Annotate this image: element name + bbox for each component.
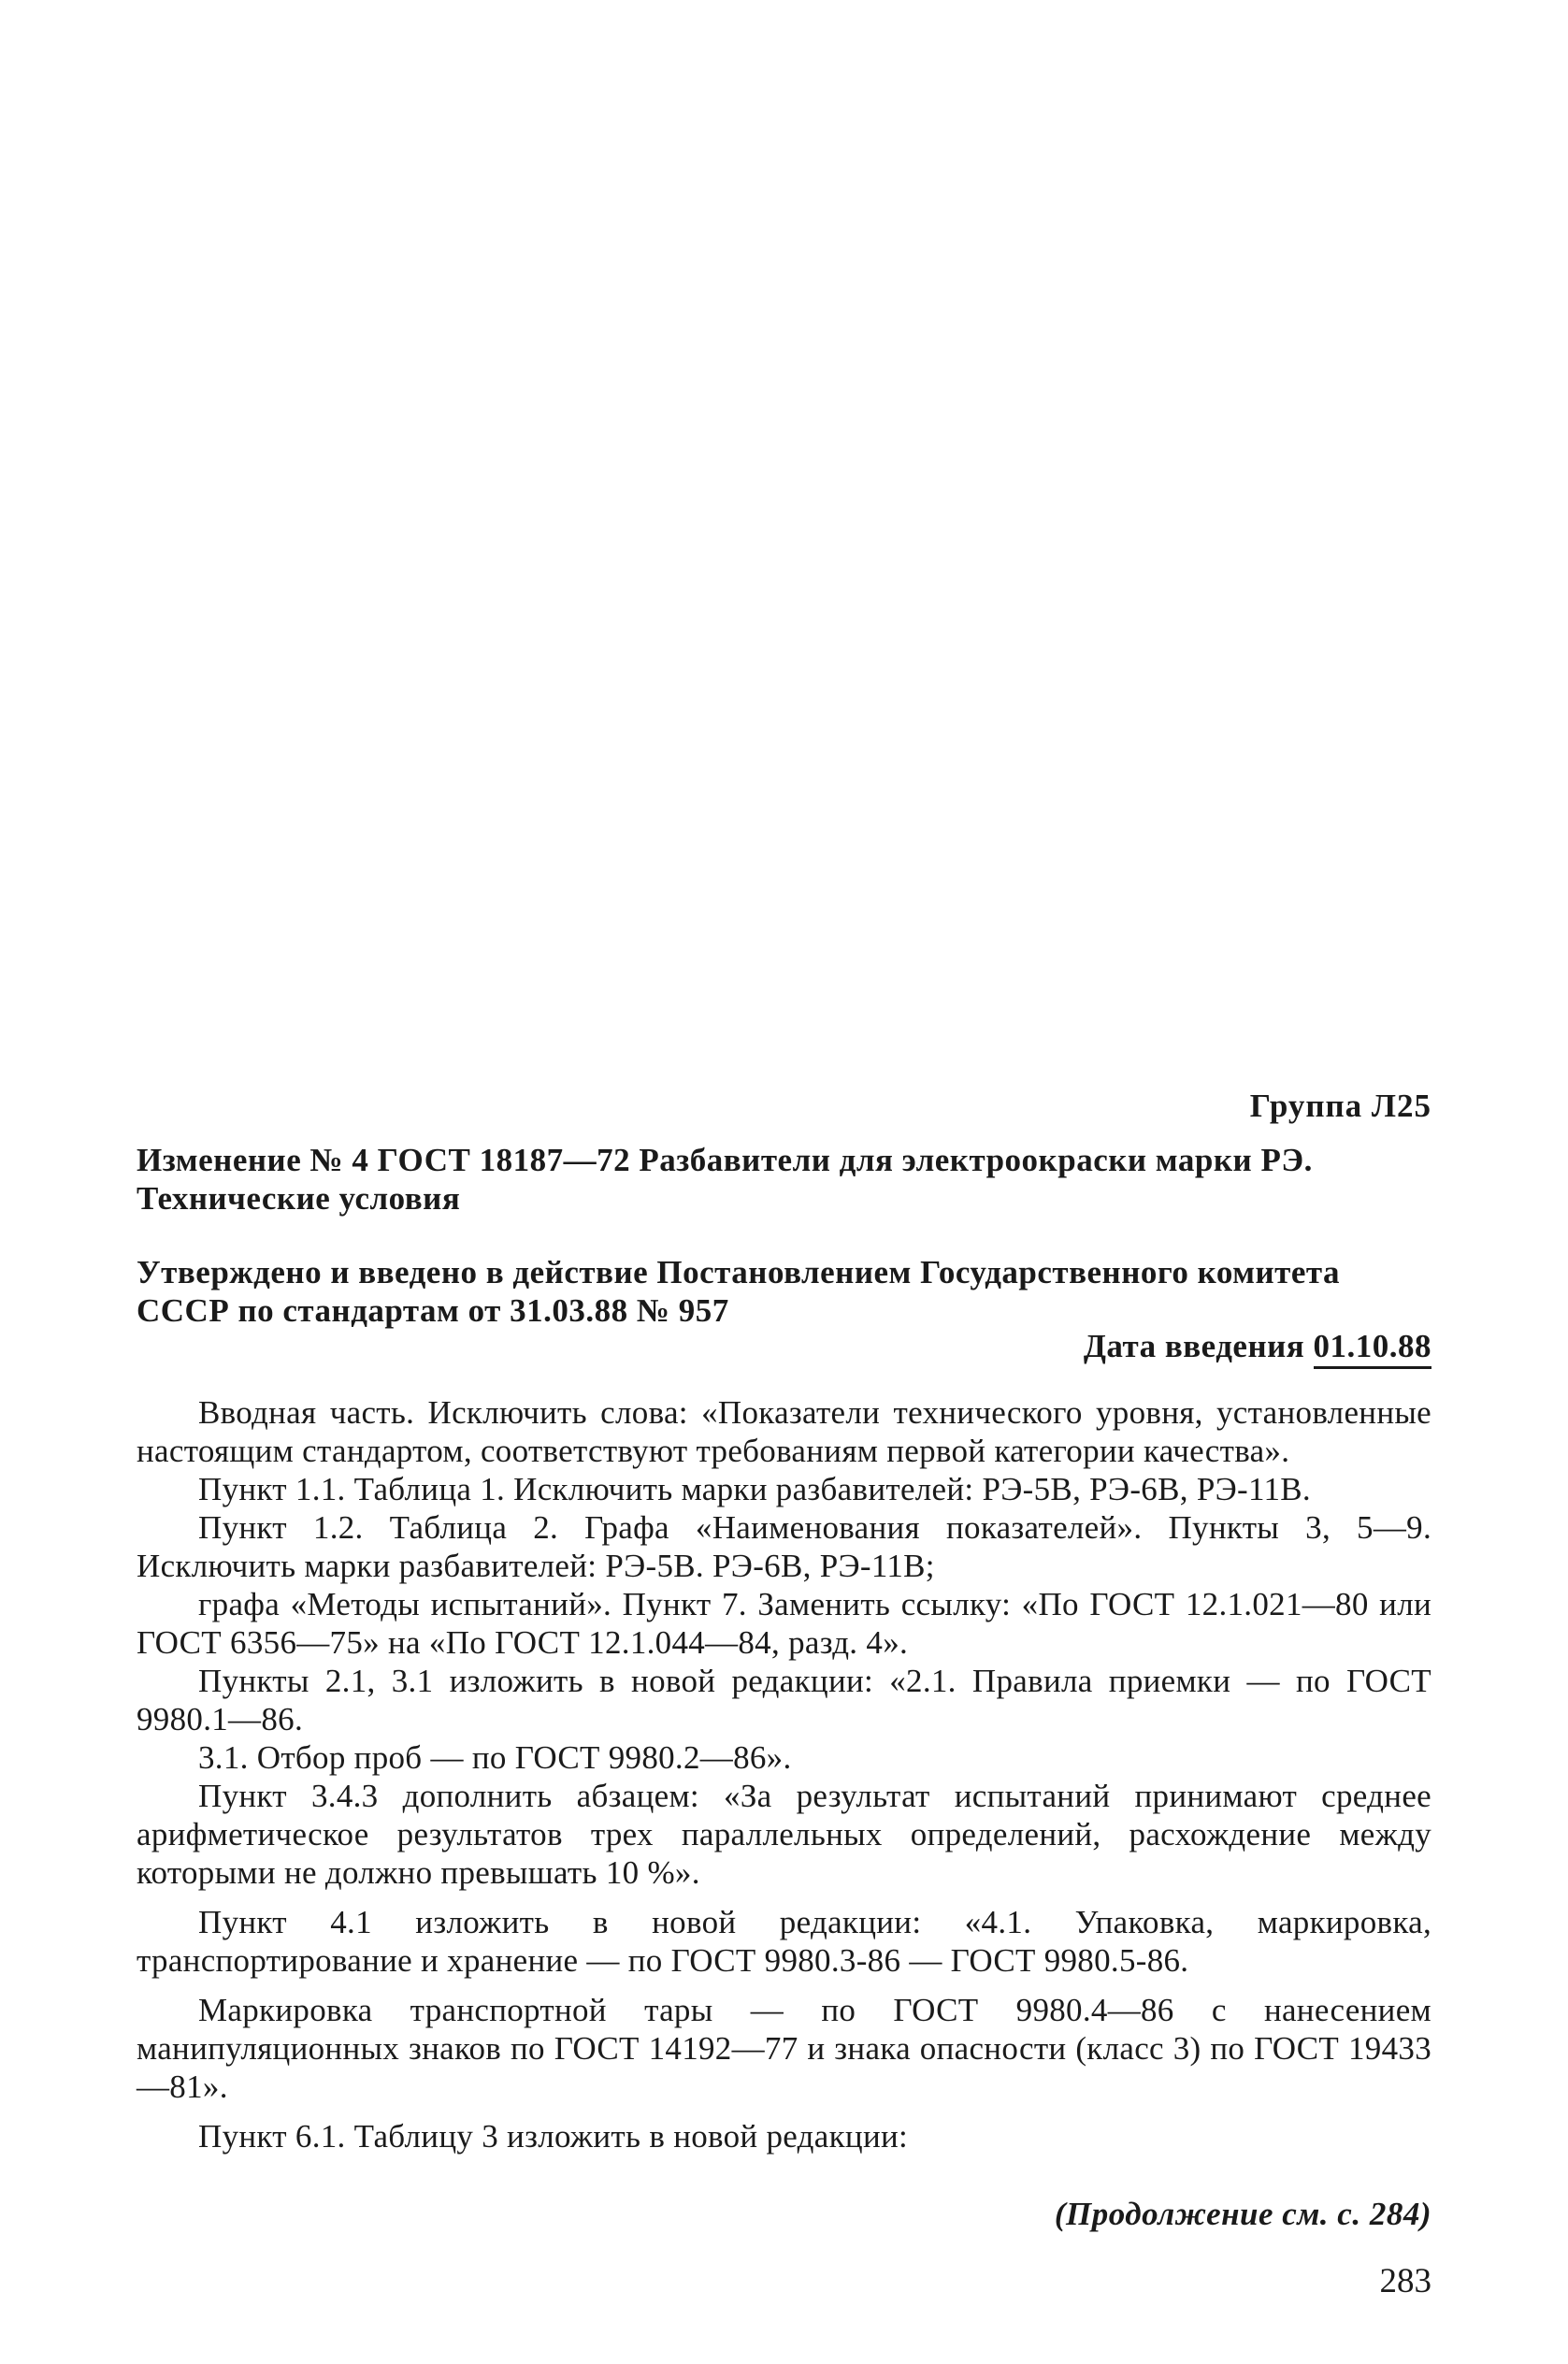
- document-page: [137, 0, 1431, 2364]
- paragraph-sampling: 3.1. Отбор проб — по ГОСТ 9980.2—86».: [198, 1739, 792, 1776]
- paragraph-item-1-2: Пункт 1.2. Таблица 2. Графа «Наименования показателей». Пункты 3, 5—9. Исключить марки разбавителей: РЭ-5В. РЭ-6В, РЭ-11В;: [137, 1509, 1431, 1584]
- intro-date-label: Дата введения: [1083, 1328, 1305, 1364]
- page-number: 283: [1379, 2262, 1431, 2300]
- continuation-note: (Продолжение см. с. 284): [1054, 2196, 1431, 2232]
- approval-statement: [137, 1253, 1431, 1330]
- paragraph-item-6-1: Пункт 6.1. Таблицу 3 изложить в новой редакции:: [198, 2118, 909, 2155]
- paragraph-methods-column: графа «Методы испытаний». Пункт 7. Заменить ссылку: «По ГОСТ 12.1.021—80 или ГОСТ 6356—75» на «По ГОСТ 12.1.044—84, разд. 4».: [137, 1586, 1431, 1661]
- approval-line-1: Утверждено и введено в действие Постановлением Государственного комитета: [137, 1254, 1341, 1290]
- title-line-1: Изменение № 4 ГОСТ 18187—72 Разбавители для электроокраски марки РЭ.: [137, 1142, 1313, 1178]
- title-line-2: Технические условия: [137, 1180, 461, 1217]
- document-title: [137, 1141, 1431, 1218]
- introduction-date: [1084, 1328, 1431, 1365]
- paragraph-item-3-4-3: Пункт 3.4.3 дополнить абзацем: «За результат испытаний принимают среднее арифметическое результатов трех параллельных определений, расхождение между которыми не должно превышать 10 %».: [137, 1778, 1431, 1891]
- group-label: Группа Л25: [1249, 1088, 1431, 1124]
- paragraph-marking: Маркировка транспортной тары — по ГОСТ 9980.4—86 с нанесением манипуляционных знаков по ГОСТ 14192—77 и знака опасности (класс 3) по ГОСТ 19433—81».: [137, 1992, 1431, 2105]
- paragraph-items-2-1-3-1: Пункты 2.1, 3.1 изложить в новой редакции: «2.1. Правила приемки — по ГОСТ 9980.1—86.: [137, 1663, 1431, 1737]
- amendment-body: [137, 1393, 1431, 2155]
- paragraph-intro: Вводная часть. Исключить слова: «Показатели технического уровня, установленные настоящим стандартом, соответствуют требованиям первой категории качества».: [137, 1394, 1431, 1469]
- paragraph-item-1-1: Пункт 1.1. Таблица 1. Исключить марки разбавителей: РЭ-5В, РЭ-6В, РЭ-11В.: [198, 1471, 1311, 1507]
- approval-line-2: СССР по стандартам от 31.03.88 № 957: [137, 1292, 729, 1329]
- intro-date-value: 01.10.88: [1314, 1328, 1432, 1369]
- paragraph-item-4-1: Пункт 4.1 изложить в новой редакции: «4.1. Упаковка, маркировка, транспортирование и хранение — по ГОСТ 9980.3-86 — ГОСТ 9980.5-86.: [137, 1904, 1431, 1979]
